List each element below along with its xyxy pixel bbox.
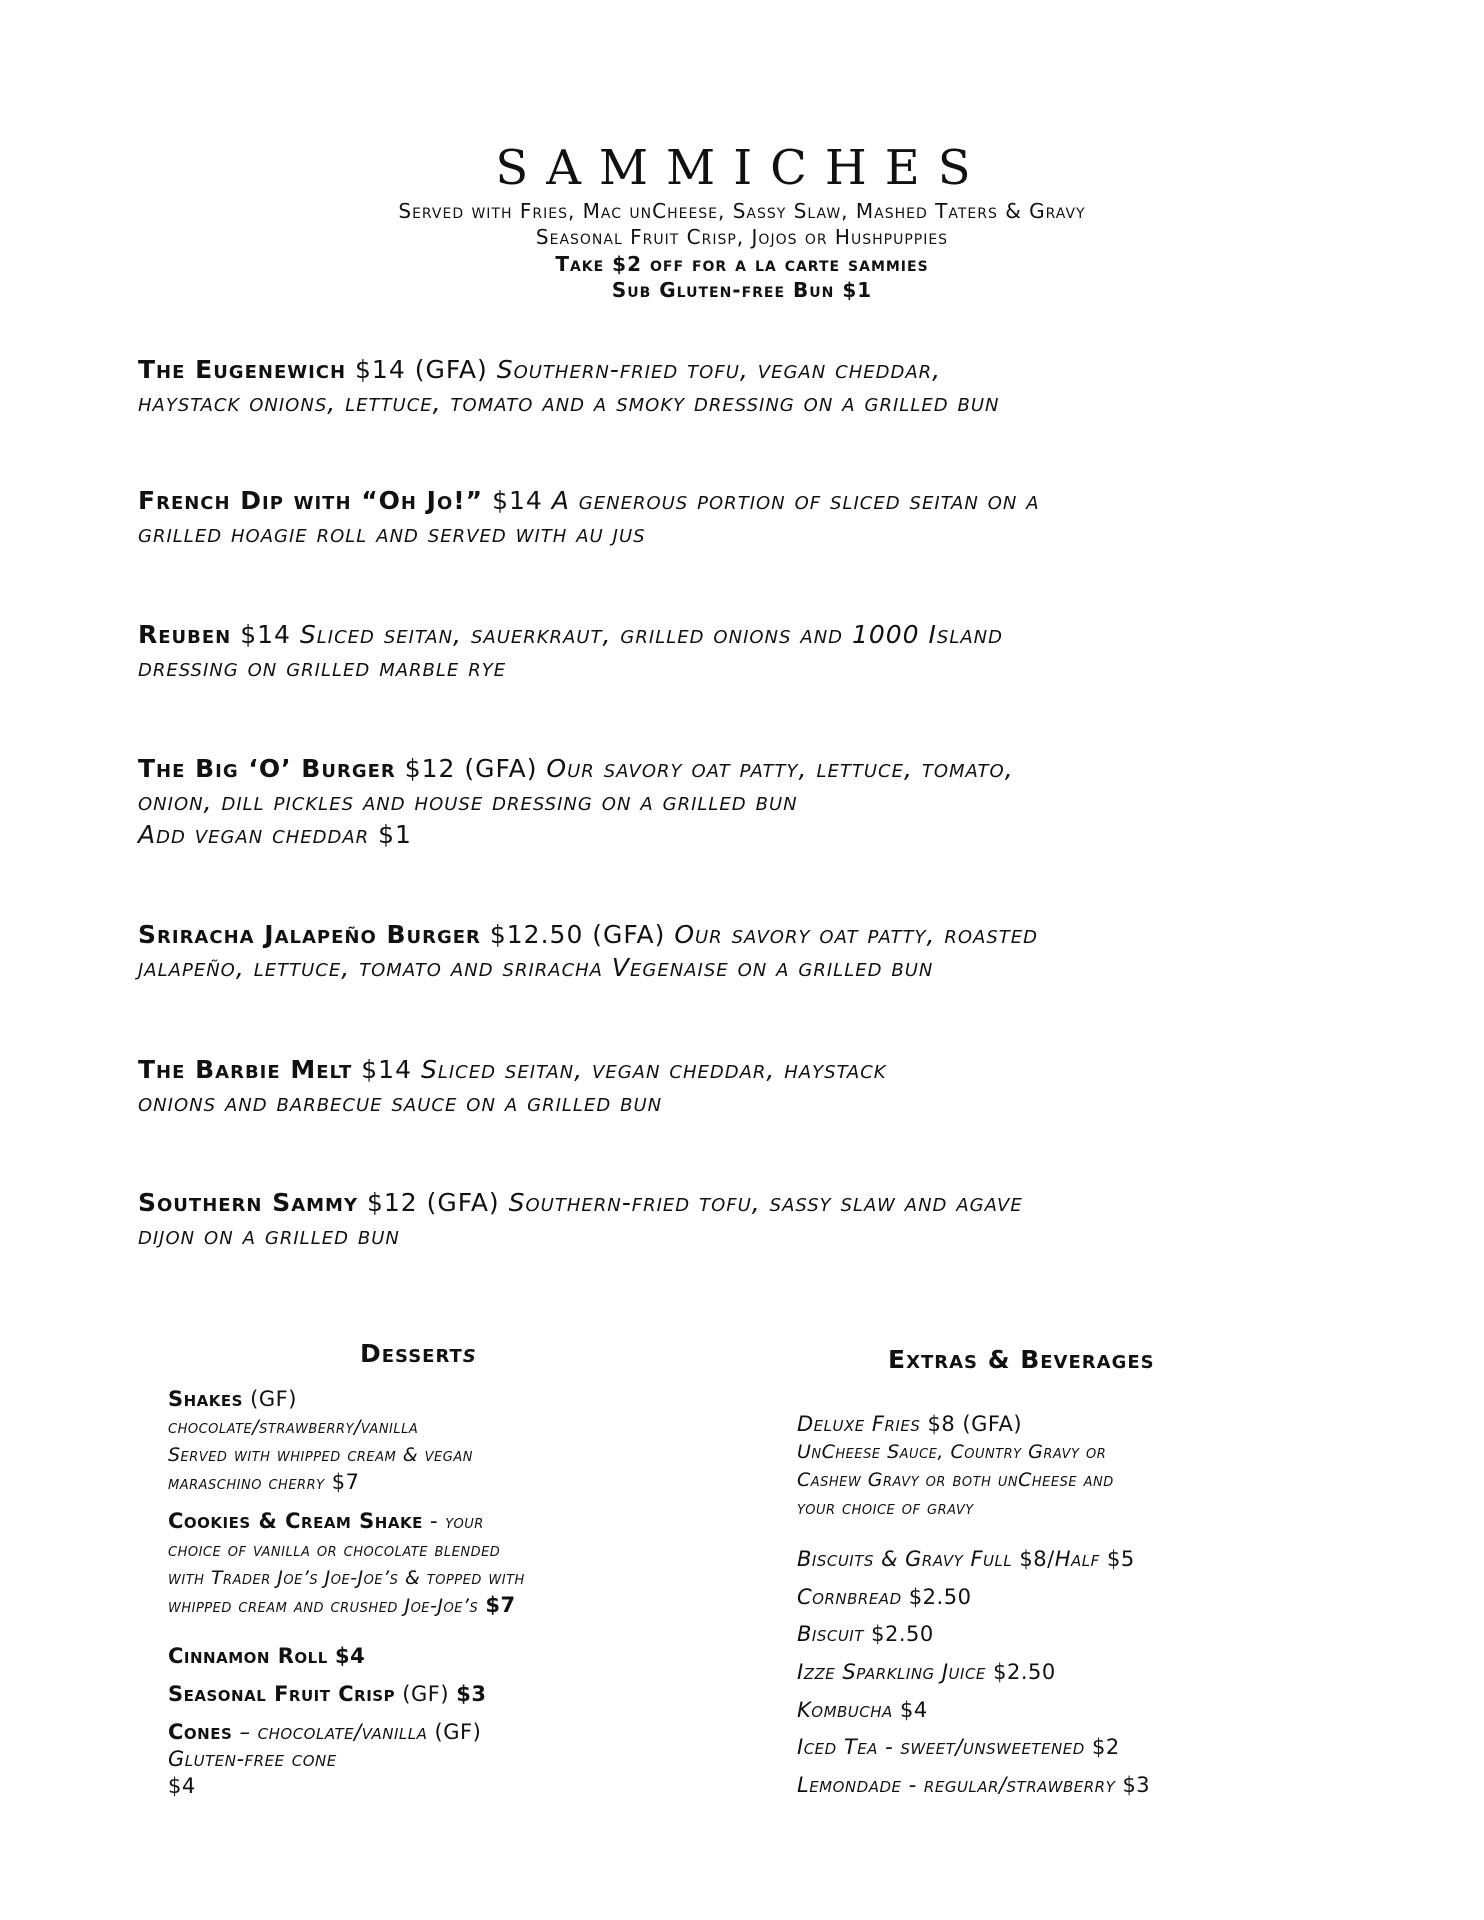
dessert-price: $3 — [456, 1682, 487, 1706]
item-price: $12.50 (GFA) — [489, 920, 666, 949]
item-desc: Southern-fried tofu, vegan cheddar, — [496, 355, 942, 384]
dessert-flavors: chocolate/vanilla — [257, 1720, 428, 1744]
menu-item — [138, 918, 1368, 984]
dessert-tag: (GF) — [250, 1387, 297, 1411]
item-price: $14 — [361, 1055, 412, 1084]
dessert-desc: your — [445, 1511, 484, 1533]
extra-item — [797, 1659, 1437, 1686]
dessert-item: Cones – chocolate/vanilla (GF) Gluten-free cone $4 — [168, 1720, 482, 1798]
extra-item — [797, 1697, 1437, 1724]
item-price: $12 (GFA) — [404, 754, 538, 783]
menu-item — [138, 618, 1368, 684]
item-desc: Our savory oat patty, roasted — [674, 920, 1039, 949]
menu-item — [138, 752, 1368, 851]
subhead-gluten-free: Sub Gluten-free Bun $1 — [611, 278, 873, 302]
extra-price: $4 — [900, 1698, 928, 1722]
dessert-tag: (GF) — [434, 1720, 482, 1744]
dessert-price: $7 — [331, 1470, 360, 1494]
item-name: Reuben — [138, 620, 232, 649]
dessert-name: Cinnamon Roll — [168, 1644, 328, 1668]
item-desc: Our savory oat patty, lettuce, tomato, — [546, 754, 1014, 783]
dessert-item — [168, 1681, 728, 1708]
item-name: Sriracha Jalapeño Burger — [138, 920, 481, 949]
menu-item — [138, 484, 1368, 550]
dessert-desc: Served with whipped cream & vegan — [168, 1444, 473, 1466]
dessert-name: Cookies & Cream Shake — [168, 1509, 423, 1533]
extra-price: $2 — [1092, 1735, 1120, 1759]
extra-name: Kombucha — [797, 1698, 893, 1722]
subhead-sides-2: Seasonal Fruit Crisp, Jojos or Hushpuppies — [535, 225, 949, 249]
item-name: Southern Sammy — [138, 1188, 358, 1217]
extra-price: $8/ — [1019, 1547, 1055, 1571]
dessert-price: $4 — [334, 1644, 366, 1668]
extra-name: Izze Sparkling Juice — [797, 1660, 986, 1684]
extra-price: $2.50 — [908, 1585, 972, 1609]
dessert-name: Seasonal Fruit Crisp — [168, 1682, 396, 1706]
dessert-item — [168, 1643, 728, 1670]
extra-name: Deluxe Fries — [797, 1412, 921, 1436]
extra-name: Iced Tea - sweet/unsweetened — [797, 1735, 1085, 1759]
dessert-desc: maraschino cherry — [168, 1472, 325, 1494]
item-desc: grilled hoagie roll and served with au jus — [138, 519, 646, 548]
dessert-tag: (GF) — [402, 1682, 450, 1706]
item-desc: dressing on grilled marble rye — [138, 653, 507, 682]
dessert-item — [168, 1386, 728, 1497]
menu-item — [138, 353, 1368, 419]
extras-heading: Extras & Beverages — [888, 1345, 1155, 1374]
item-addon-price: $1 — [378, 820, 412, 849]
menu-item — [138, 1053, 1368, 1119]
subhead-a-la-carte: Take $2 off for a la carte sammies — [555, 252, 929, 276]
dessert-desc: with Trader Joe’s Joe-Joe’s & topped with — [168, 1567, 525, 1589]
extra-price: $8 (GFA) — [927, 1412, 1023, 1436]
item-desc: haystack onions, lettuce, tomato and a smoky dressing on a grilled bun — [138, 388, 1000, 417]
dessert-item: Cookies & Cream Shake - your choice of vanilla or chocolate blended with Trader Joe’s Joe-Joe’s & topped with whipped cream and crushed Joe-Joe’s $7 — [168, 1509, 525, 1617]
dessert-price: $7 — [485, 1593, 516, 1617]
subhead-sides: Served with Fries, Mac unCheese, Sassy Slaw, Mashed Taters & Gravy — [398, 199, 1086, 223]
extra-item — [797, 1734, 1437, 1761]
item-name: The Barbie Melt — [138, 1055, 353, 1084]
extra-item — [797, 1546, 1437, 1573]
item-desc: onion, dill pickles and house dressing on a grilled bun — [138, 787, 798, 816]
item-desc: A generous portion of sliced seitan on a — [551, 486, 1040, 515]
extra-item — [797, 1584, 1437, 1611]
extra-price: $3 — [1122, 1773, 1151, 1797]
item-name: French Dip with “Oh Jo!” — [138, 486, 484, 515]
item-desc: jalapeño, lettuce, tomato and sriracha Vegenaise on a grilled bun — [138, 953, 934, 982]
dessert-name: Shakes — [168, 1387, 243, 1411]
extra-name: Biscuit — [797, 1622, 864, 1646]
item-price: $14 (GFA) — [355, 355, 488, 384]
extra-price: $2.50 — [871, 1622, 934, 1646]
extra-desc: UnCheese Sauce, Country Gravy or — [797, 1441, 1107, 1463]
item-addon: Add vegan cheddar — [138, 820, 370, 849]
dessert-desc: choice of vanilla or chocolate blended — [168, 1539, 501, 1561]
item-desc: Southern-fried tofu, sassy slaw and agave — [508, 1188, 1023, 1217]
extra-name: Half — [1054, 1547, 1100, 1571]
dessert-desc: chocolate/strawberry/vanilla — [168, 1416, 419, 1438]
extra-price: $2.50 — [993, 1660, 1056, 1684]
item-price: $14 — [492, 486, 543, 515]
extra-price: $5 — [1106, 1547, 1135, 1571]
item-desc: Sliced seitan, sauerkraut, grilled onions and 1000 Island — [299, 620, 1004, 649]
item-price: $12 (GFA) — [366, 1188, 500, 1217]
item-name: The Big ‘O’ Burger — [138, 754, 396, 783]
dessert-name: Cones — [168, 1720, 233, 1744]
dessert-price: $4 — [168, 1774, 196, 1798]
extra-item — [797, 1772, 1437, 1799]
extra-name: Lemondade - regular/strawberry — [797, 1773, 1116, 1797]
menu-item — [138, 1186, 1368, 1252]
item-name: The Eugenewich — [138, 355, 347, 384]
extra-item — [797, 1621, 1437, 1648]
extra-desc: Cashew Gravy or both unCheese and — [797, 1469, 1114, 1491]
page-title: SAMMICHES — [495, 140, 989, 196]
dessert-desc: Gluten-free cone — [168, 1747, 337, 1771]
item-desc: onions and barbecue sauce on a grilled bun — [138, 1088, 663, 1117]
item-desc: Sliced seitan, vegan cheddar, haystack — [420, 1055, 887, 1084]
extra-desc: your choice of gravy — [797, 1497, 974, 1519]
dessert-desc: whipped cream and crushed Joe-Joe’s — [168, 1595, 479, 1617]
extra-name: Cornbread — [797, 1585, 902, 1609]
item-desc: dijon on a grilled bun — [138, 1221, 400, 1250]
extra-name: Biscuits & Gravy Full — [797, 1547, 1013, 1571]
desserts-heading: Desserts — [360, 1339, 477, 1368]
item-price: $14 — [240, 620, 291, 649]
extra-item — [797, 1411, 1437, 1522]
